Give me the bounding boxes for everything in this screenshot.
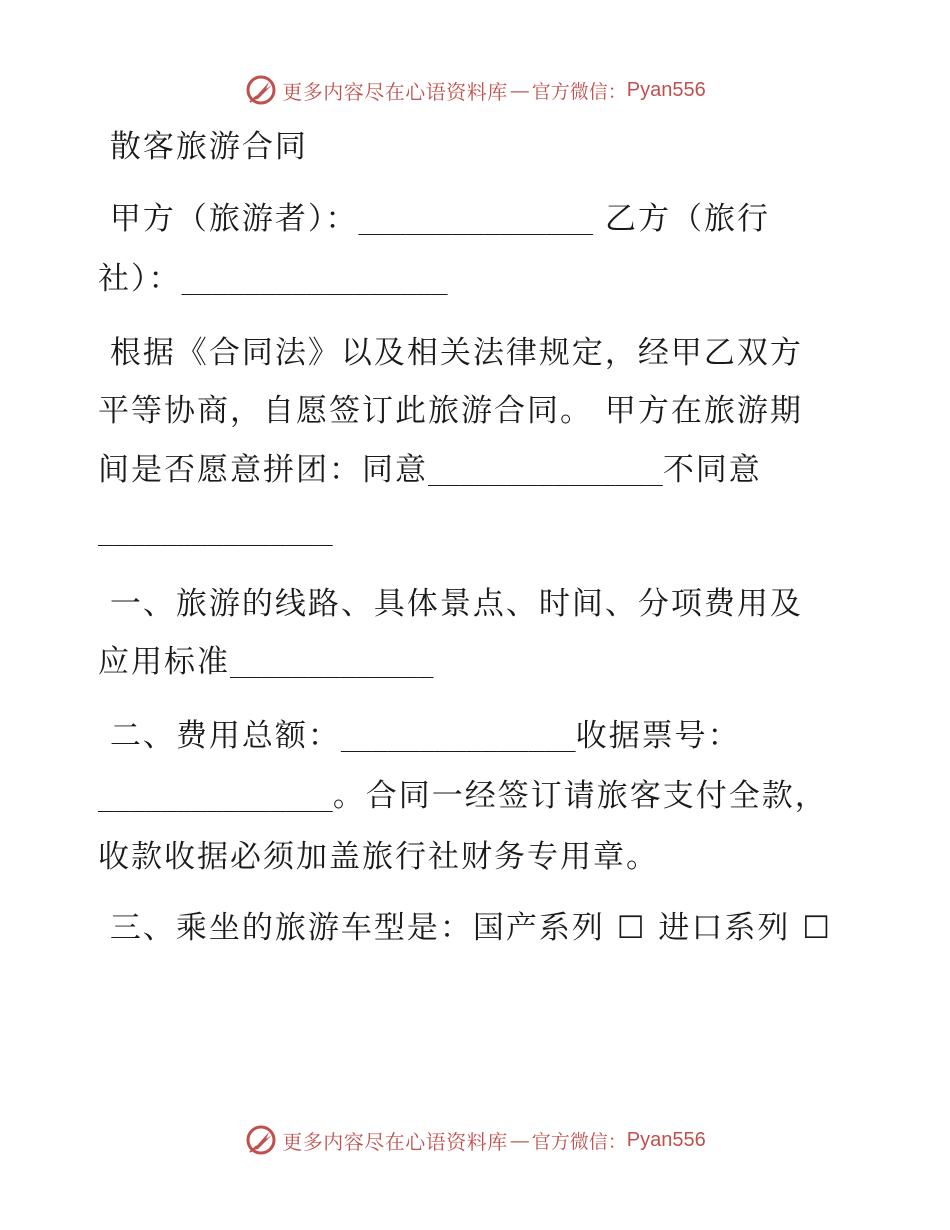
party-a-label: 甲方（旅游者）： <box>109 200 359 237</box>
footer-watermark <box>0 1120 950 1160</box>
quill-logo-icon <box>244 1123 278 1157</box>
parties-paragraph <box>98 190 833 311</box>
disagree-label: 不同意 <box>662 451 762 488</box>
watermark-wechat-label: 官方微信： <box>531 1130 627 1153</box>
contract-body <box>98 118 833 971</box>
watermark-site-text: 更多内容尽在心语资料库 <box>282 1129 508 1154</box>
watermark-separator: — <box>509 78 530 102</box>
total-blank: _______________ <box>340 722 576 753</box>
watermark-wechat-id: Pyan556 <box>626 78 706 101</box>
watermark-site-text: 更多内容尽在心语资料库 <box>282 79 508 104</box>
import-checkbox-icon[interactable]: ☐ <box>802 910 833 946</box>
party-a-blank: _______________ <box>358 205 594 236</box>
section-1-text: 一、旅游的线路、具体景点、时间、分项费用及应用标准 <box>98 585 803 680</box>
section-1-blank: _____________ <box>230 649 434 679</box>
intro-paragraph <box>98 324 833 562</box>
receipt-blank: _______________ <box>98 783 333 813</box>
section-2-text: 。合同一经签订请旅客支付全款，收款收据必须加盖旅行社财务专用章。 <box>98 778 828 875</box>
title-text: 散客旅游合同 <box>109 129 308 165</box>
section-1-paragraph <box>98 575 833 694</box>
agree-label: 同意 <box>362 451 428 488</box>
contract-title <box>98 118 833 177</box>
header-watermark <box>0 70 950 110</box>
section-3-paragraph <box>98 899 833 958</box>
option-domestic-label: 国产系列 <box>472 910 605 946</box>
watermark-separator: — <box>509 1128 530 1152</box>
intro-text: 根据《合同法》以及相关法律规定，经甲乙双方平等协商，自愿签订此旅游合同。 甲方在旅游期间是否愿意拼团： <box>98 334 803 488</box>
domestic-checkbox-icon[interactable]: ☐ <box>616 910 647 946</box>
disagree-blank: _______________ <box>98 517 333 547</box>
agree-blank: _______________ <box>428 456 663 487</box>
option-import-label: 进口系列 <box>658 910 791 946</box>
watermark-wechat-id: Pyan556 <box>626 1128 706 1151</box>
party-b-label: 乙方（旅行社）： <box>98 200 771 297</box>
receipt-label: 收据票号： <box>575 717 741 754</box>
total-label: 二、费用总额： <box>109 717 341 754</box>
party-b-blank: _________________ <box>181 266 448 296</box>
quill-logo-icon <box>244 73 278 107</box>
section-3-text: 三、乘坐的旅游车型是： <box>109 910 473 946</box>
watermark-wechat-label: 官方微信： <box>531 80 627 103</box>
section-2-paragraph <box>98 707 833 887</box>
